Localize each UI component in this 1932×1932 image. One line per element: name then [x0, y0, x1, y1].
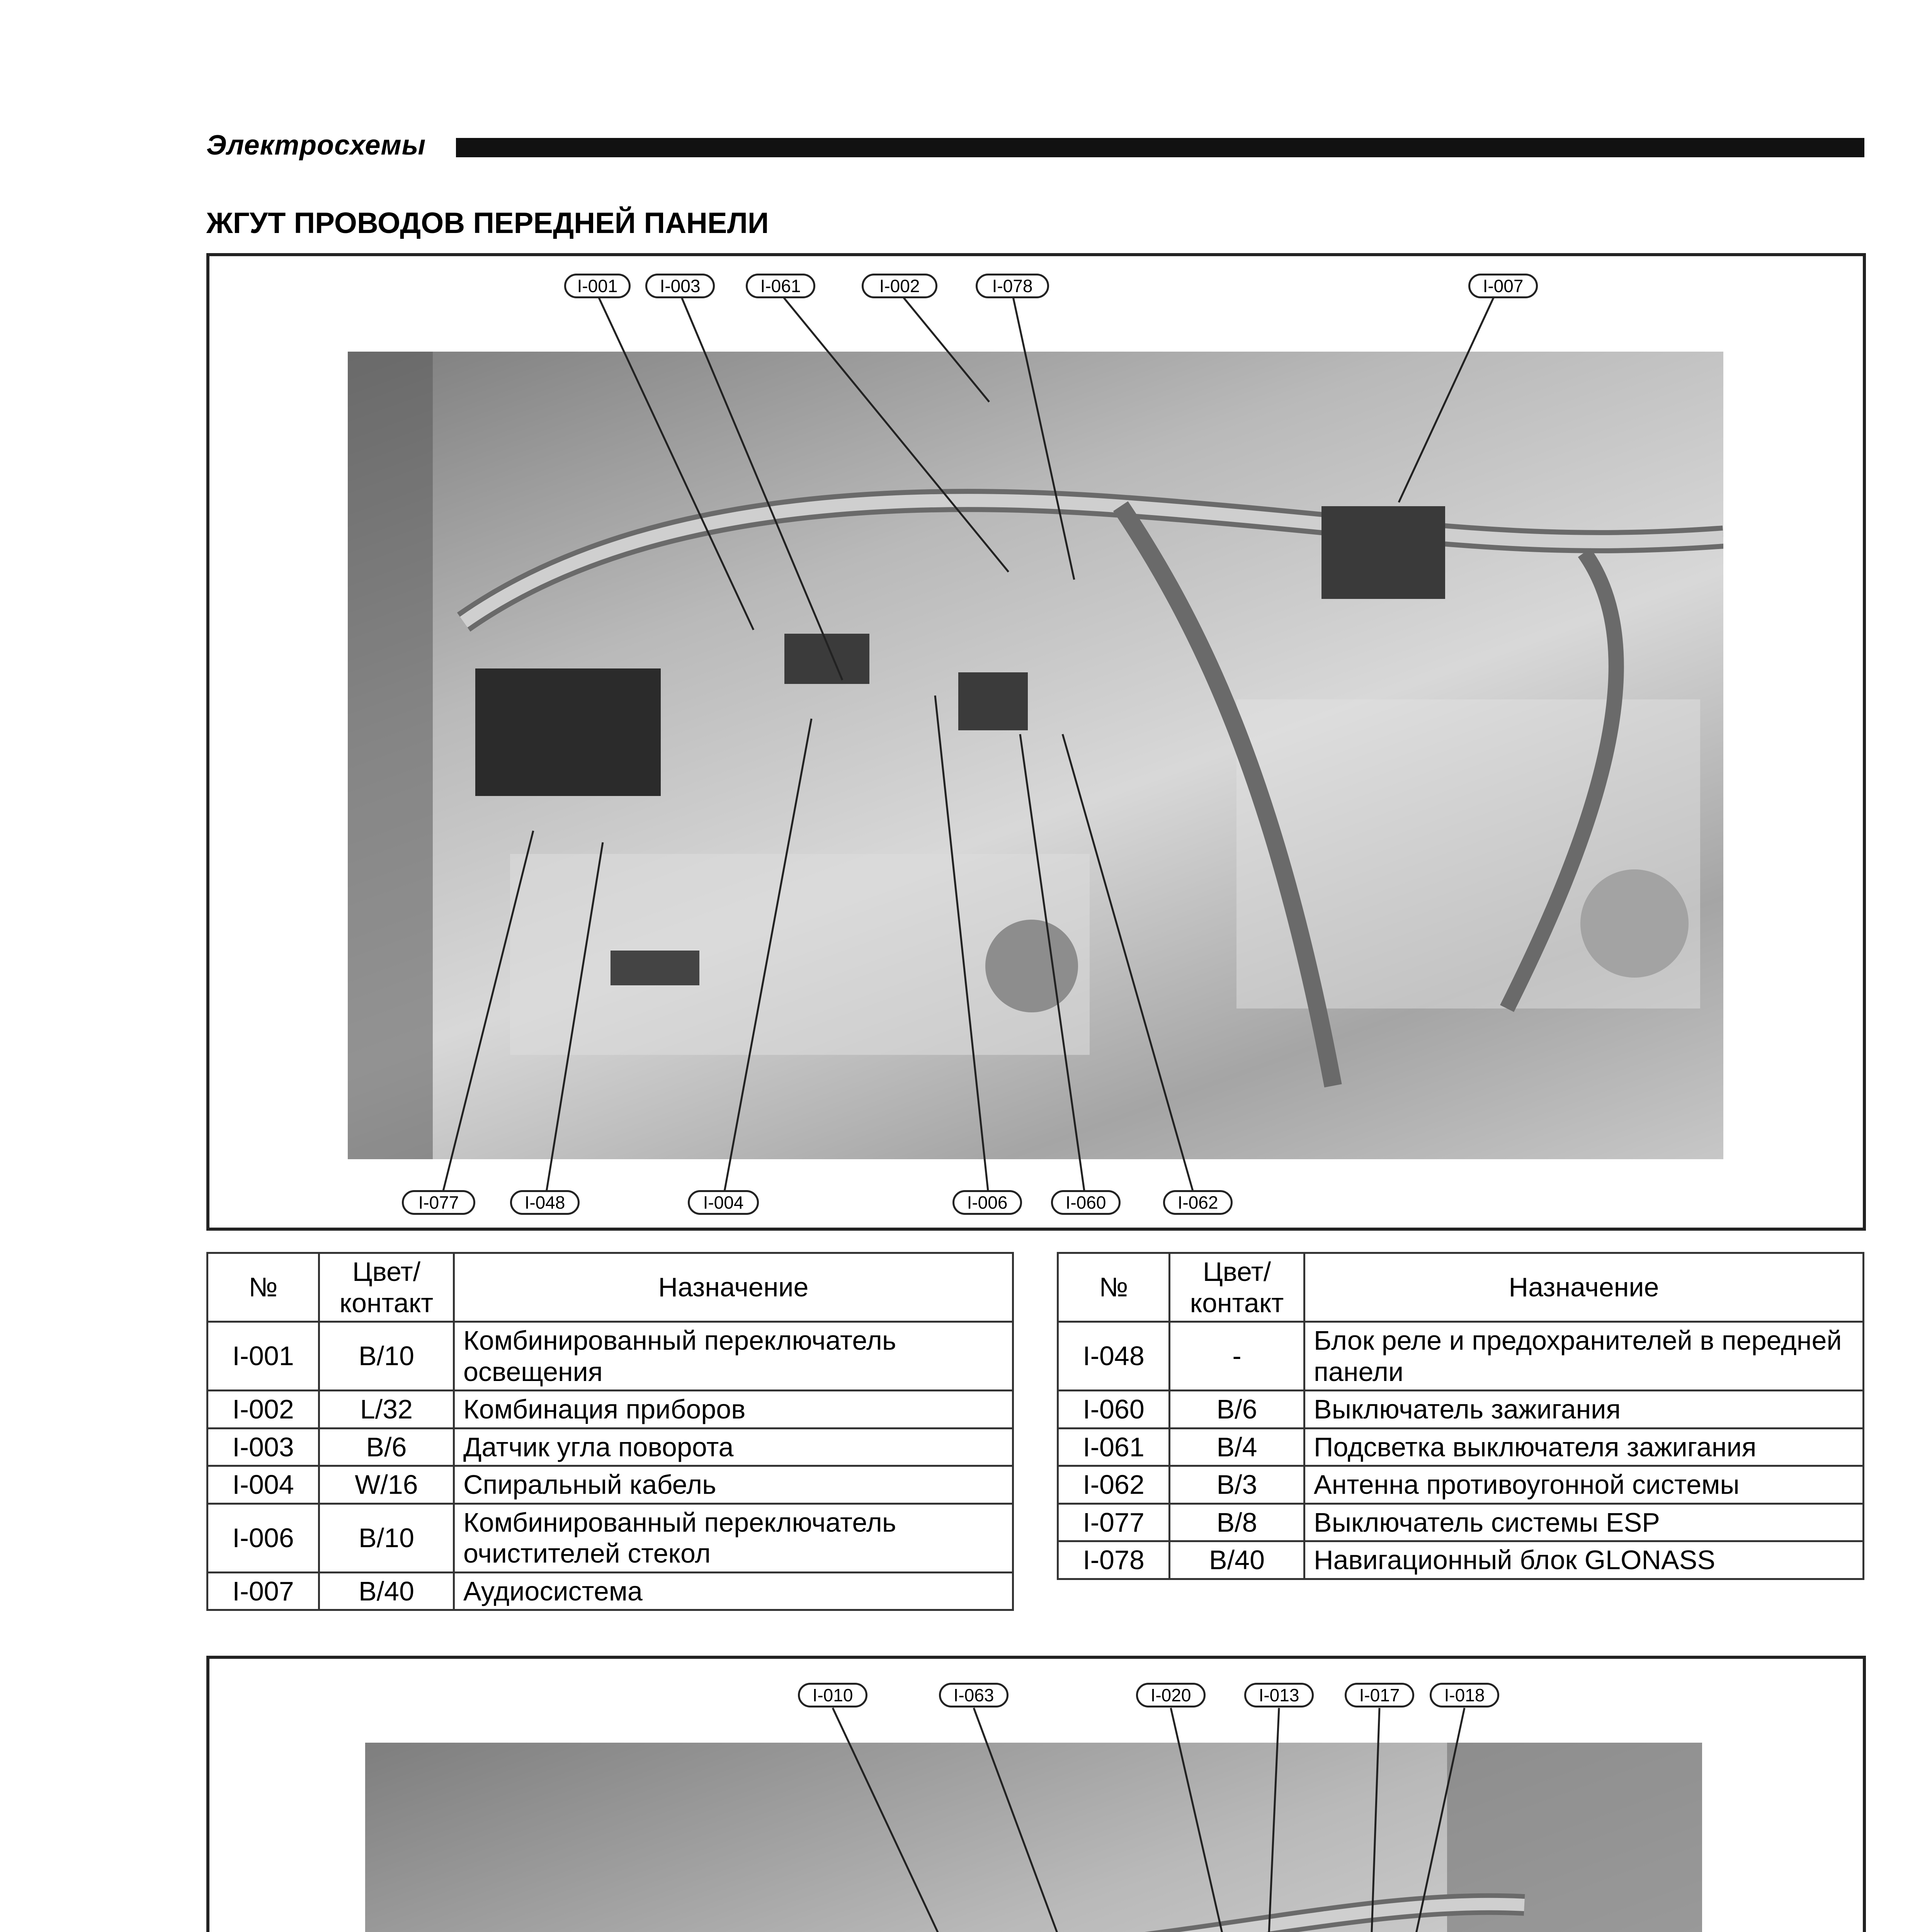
cell-num: I-001	[207, 1322, 319, 1391]
col-header-purpose: Назначение	[1304, 1253, 1864, 1322]
table-row	[1058, 1503, 1864, 1541]
table-header-row	[1058, 1253, 1864, 1322]
table-row	[1058, 1428, 1864, 1466]
cell-num: I-060	[1058, 1391, 1170, 1429]
cell-num: I-007	[207, 1572, 319, 1610]
table-row	[1058, 1466, 1864, 1504]
cell-num: I-077	[1058, 1503, 1170, 1541]
cell-purpose: Навигационный блок GLONASS	[1304, 1541, 1864, 1579]
callout-I-007: I-007	[1468, 274, 1538, 298]
col-header-color: Цвет/ контакт	[319, 1253, 454, 1322]
table-row	[207, 1466, 1013, 1504]
legend-table-left	[206, 1252, 1014, 1611]
callout-I-077: I-077	[402, 1190, 475, 1215]
section-header: Электросхемы	[206, 130, 426, 161]
page-title: ЖГУТ ПРОВОДОВ ПЕРЕДНЕЙ ПАНЕЛИ	[206, 207, 769, 240]
cell-num: I-078	[1058, 1541, 1170, 1579]
cell-purpose: Комбинированный переключатель очистителей стекол	[454, 1503, 1013, 1572]
cell-num: I-004	[207, 1466, 319, 1504]
table-row	[207, 1428, 1013, 1466]
cell-color: B/4	[1170, 1428, 1304, 1466]
cell-purpose: Датчик угла поворота	[454, 1428, 1013, 1466]
table-row	[207, 1572, 1013, 1610]
table-row	[207, 1322, 1013, 1391]
callout-I-017: I-017	[1345, 1683, 1414, 1708]
table-row	[1058, 1322, 1864, 1391]
cell-purpose: Выключатель системы ESP	[1304, 1503, 1864, 1541]
callout-I-002: I-002	[862, 274, 937, 298]
cell-purpose: Комбинированный переключатель освещения	[454, 1322, 1013, 1391]
cell-num: I-048	[1058, 1322, 1170, 1391]
table-row	[1058, 1541, 1864, 1579]
header-rule	[456, 138, 1864, 157]
cell-purpose: Комбинация приборов	[454, 1391, 1013, 1429]
callout-I-078: I-078	[976, 274, 1049, 298]
cell-purpose: Подсветка выключателя зажигания	[1304, 1428, 1864, 1466]
callout-I-020: I-020	[1136, 1683, 1206, 1708]
table-row	[207, 1503, 1013, 1572]
callout-I-004: I-004	[688, 1190, 759, 1215]
col-header-purpose: Назначение	[454, 1253, 1013, 1322]
callout-I-013: I-013	[1244, 1683, 1314, 1708]
cell-color: B/10	[319, 1322, 454, 1391]
cell-color: L/32	[319, 1391, 454, 1429]
cell-num: I-002	[207, 1391, 319, 1429]
cell-purpose: Спиральный кабель	[454, 1466, 1013, 1504]
figure-2-harness-illustration	[365, 1743, 1702, 1932]
callout-I-061: I-061	[746, 274, 815, 298]
cell-num: I-062	[1058, 1466, 1170, 1504]
callout-I-060: I-060	[1051, 1190, 1121, 1215]
cell-color: B/8	[1170, 1503, 1304, 1541]
callout-I-062: I-062	[1163, 1190, 1233, 1215]
cell-num: I-061	[1058, 1428, 1170, 1466]
table-header-row	[207, 1253, 1013, 1322]
callout-I-048: I-048	[510, 1190, 580, 1215]
cell-purpose: Выключатель зажигания	[1304, 1391, 1864, 1429]
callout-I-001: I-001	[564, 274, 631, 298]
col-header-num: №	[1058, 1253, 1170, 1322]
table-row	[207, 1391, 1013, 1429]
cell-color: B/6	[319, 1428, 454, 1466]
cell-purpose: Блок реле и предохранителей в передней панели	[1304, 1322, 1864, 1391]
callout-I-063: I-063	[939, 1683, 1009, 1708]
figure-1-photo	[348, 352, 1723, 1159]
cell-purpose: Антенна противоугонной системы	[1304, 1466, 1864, 1504]
figure-1-harness-illustration	[348, 352, 1723, 1159]
cell-num: I-006	[207, 1503, 319, 1572]
cell-color: -	[1170, 1322, 1304, 1391]
cell-purpose: Аудиосистема	[454, 1572, 1013, 1610]
cell-color: B/40	[1170, 1541, 1304, 1579]
col-header-color: Цвет/ контакт	[1170, 1253, 1304, 1322]
callout-I-006: I-006	[952, 1190, 1022, 1215]
cell-color: B/6	[1170, 1391, 1304, 1429]
table-row	[1058, 1391, 1864, 1429]
cell-color: B/10	[319, 1503, 454, 1572]
col-header-num: №	[207, 1253, 319, 1322]
callout-I-018: I-018	[1430, 1683, 1499, 1708]
callout-I-010: I-010	[798, 1683, 867, 1708]
figure-2-photo	[365, 1743, 1702, 1932]
cell-num: I-003	[207, 1428, 319, 1466]
cell-color: B/3	[1170, 1466, 1304, 1504]
legend-table-right	[1057, 1252, 1864, 1580]
cell-color: B/40	[319, 1572, 454, 1610]
cell-color: W/16	[319, 1466, 454, 1504]
callout-I-003: I-003	[645, 274, 715, 298]
